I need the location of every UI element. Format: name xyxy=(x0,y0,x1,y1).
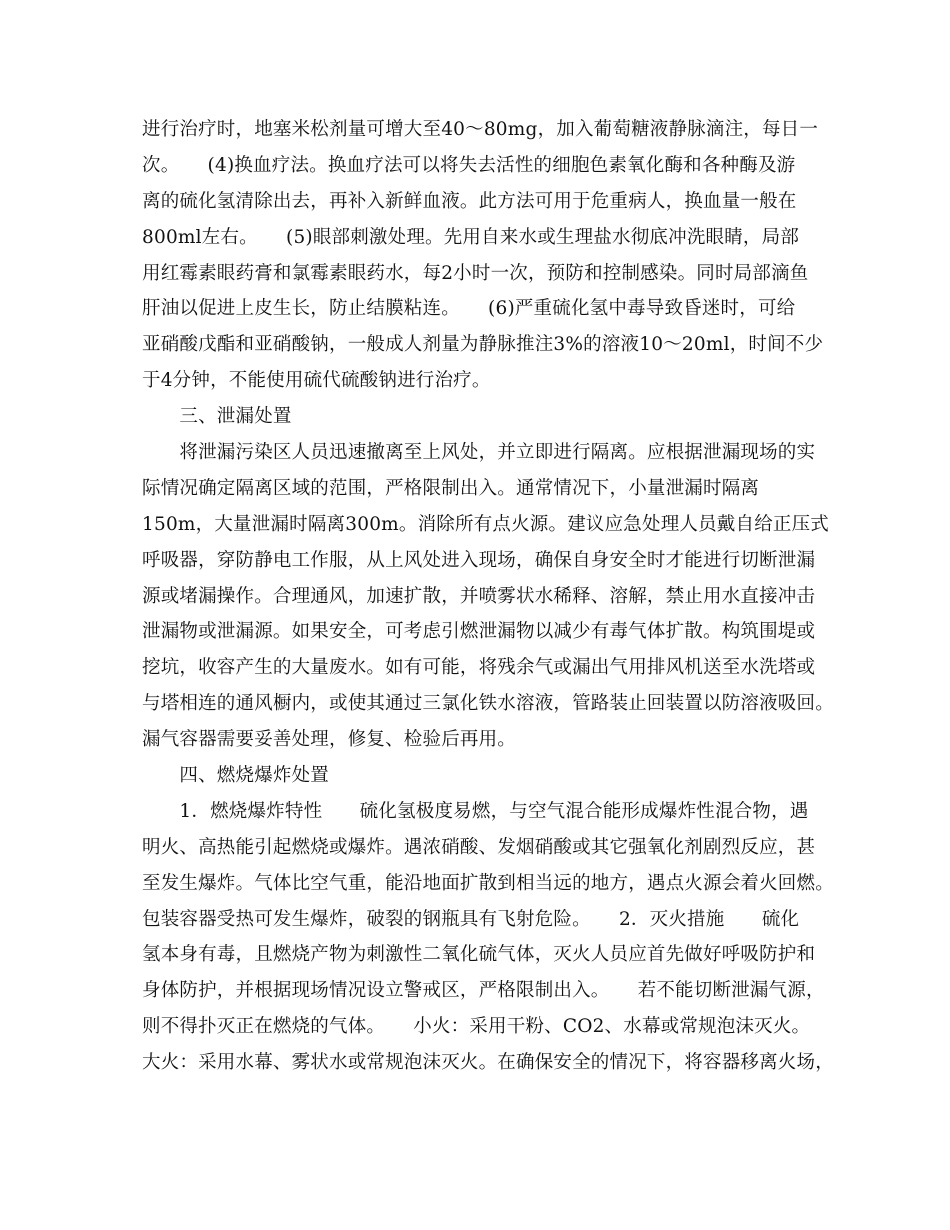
text-line: 包装容器受热可发生爆炸，破裂的钢瓶具有飞射危险。 2．灭火措施 硫化 xyxy=(142,908,800,930)
section-heading: 三、泄漏处置 xyxy=(142,406,292,428)
text-line: 身体防护，并根据现场情况设立警戒区，严格限制出入。 若不能切断泄漏气源， xyxy=(142,980,825,1002)
text-line: 大火：采用水幕、雾状水或常规泡沫灭火。在确保安全的情况下，将容器移离火场， xyxy=(142,1052,834,1074)
text-line: 离的硫化氢清除出去，再补入新鲜血液。此方法可用于危重病人，换血量一般在 xyxy=(142,190,797,212)
text-line: 用红霉素眼药膏和氯霉素眼药水，每2小时一次，预防和控制感染。同时局部滴鱼 xyxy=(142,262,809,284)
text-line: 进行治疗时，地塞米松剂量可增大至40～80mg，加入葡萄糖液静脉滴注，每日一 xyxy=(142,119,819,140)
text-line: 呼吸器，穿防静电工作服，从上风处进入现场，确保自身安全时才能进行切断泄漏 xyxy=(142,549,816,571)
text-line: 际情况确定隔离区域的范围，严格限制出入。通常情况下，小量泄漏时隔离 xyxy=(142,477,760,499)
text-line: 150m，大量泄漏时隔离300m。消除所有点火源。建议应急处理人员戴自给正压式 xyxy=(142,513,830,535)
text-line: 亚硝酸戊酯和亚硝酸钠，一般成人剂量为静脉推注3%的溶液10～20ml，时间不少 xyxy=(142,334,824,356)
text-line: 800ml左右。 (5)眼部刺激处理。先用自来水或生理盐水彻底冲洗眼睛，局部 xyxy=(142,226,800,248)
text-line: 将泄漏污染区人员迅速撤离至上风处，并立即进行隔离。应根据泄漏现场的实 xyxy=(142,442,816,464)
text-line: 挖坑，收容产生的大量废水。如有可能，将残余气或漏出气用排风机送至水洗塔或 xyxy=(142,657,816,679)
text-line: 源或堵漏操作。合理通风，加速扩散，并喷雾状水稀释、溶解，禁止用水直接冲击 xyxy=(142,585,816,607)
text-line: 氢本身有毒，且燃烧产物为刺激性二氧化硫气体，灭火人员应首先做好呼吸防护和 xyxy=(142,944,816,966)
text-line: 于4分钟，不能使用硫代硫酸钠进行治疗。 xyxy=(142,370,491,392)
section-heading: 四、燃烧爆炸处置 xyxy=(142,765,330,787)
text-line: 肝油以促进上皮生长，防止结膜粘连。 (6)严重硫化氢中毒导致昏迷时，可给 xyxy=(142,298,796,320)
text-line: 1．燃烧爆炸特性 硫化氢极度易燃，与空气混合能形成爆炸性混合物，遇 xyxy=(142,800,809,822)
document-body xyxy=(142,112,834,1081)
text-line: 至发生爆炸。气体比空气重，能沿地面扩散到相当远的地方，遇点火源会着火回燃。 xyxy=(142,872,834,894)
text-line: 明火、高热能引起燃烧或爆炸。遇浓硝酸、发烟硝酸或其它强氧化剂剧烈反应，甚 xyxy=(142,836,816,858)
text-line: 则不得扑灭正在燃烧的气体。 小火：采用干粉、CO2、水幕或常规泡沫灭火。 xyxy=(142,1016,811,1038)
text-line: 与塔相连的通风橱内，或使其通过三氯化铁水溶液，管路装止回装置以防溶液吸回。 xyxy=(142,693,834,715)
text-line: 漏气容器需要妥善处理，修复、检验后再用。 xyxy=(142,729,517,751)
text-line: 次。 (4)换血疗法。换血疗法可以将失去活性的细胞色素氧化酶和各种酶及游 xyxy=(142,154,796,176)
text-line: 泄漏物或泄漏源。如果安全，可考虑引燃泄漏物以减少有毒气体扩散。构筑围堤或 xyxy=(142,621,816,643)
